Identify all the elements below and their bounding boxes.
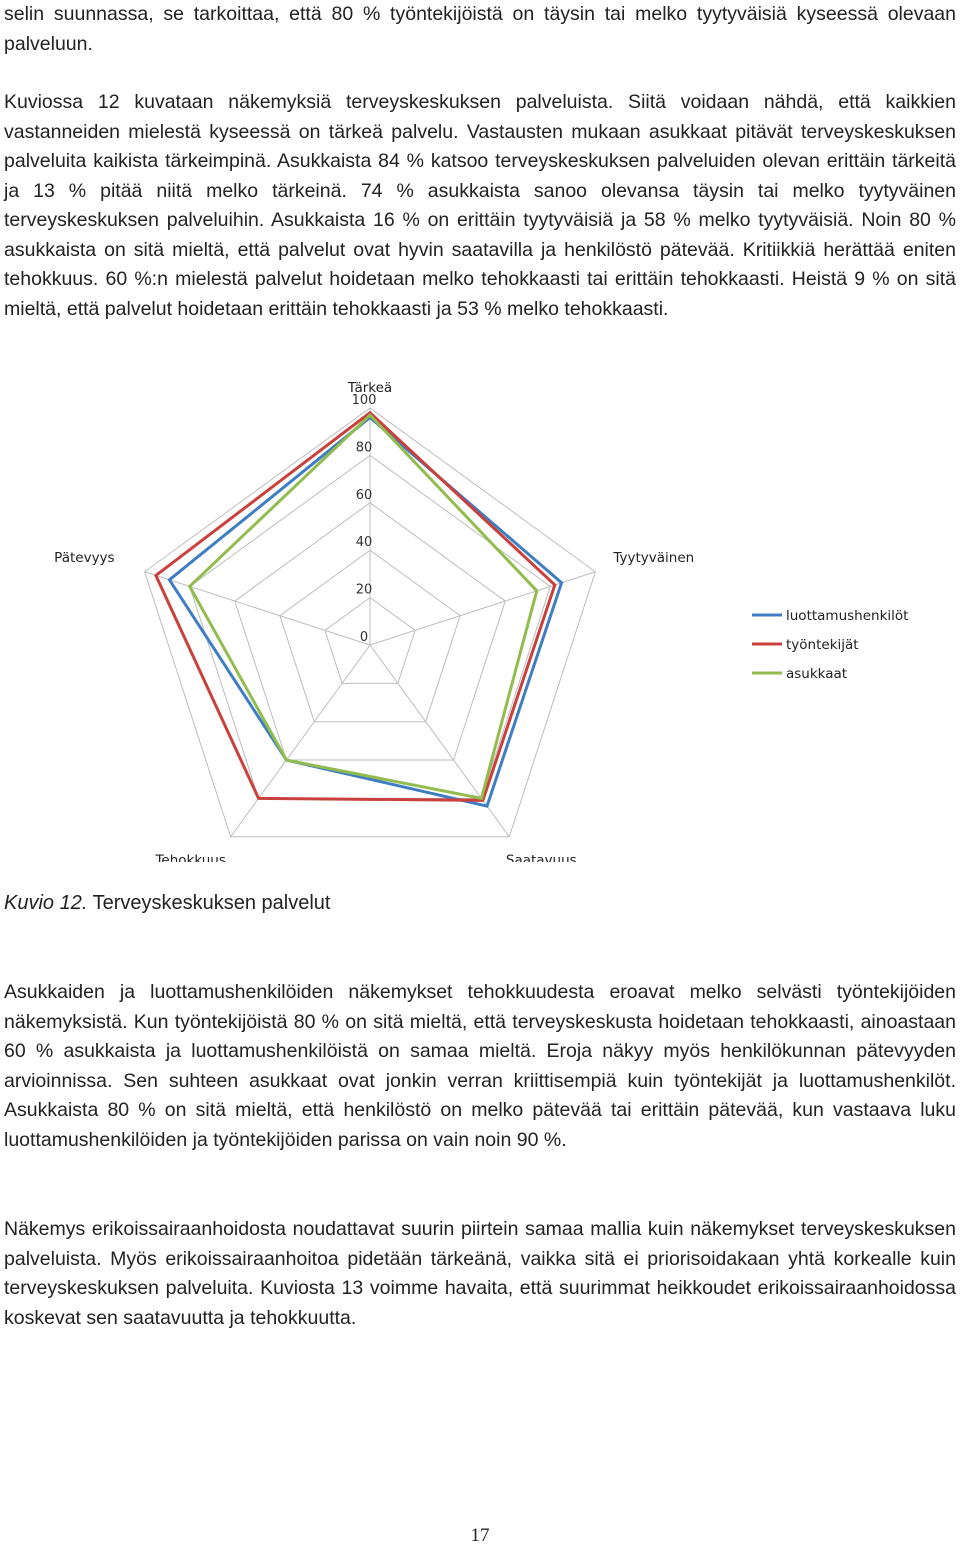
axis-label: Saatavuus (505, 852, 577, 862)
figure-caption (4, 888, 330, 918)
grid-spoke (231, 645, 370, 837)
tick-label: 100 (351, 393, 377, 408)
page-number: 17 (470, 1525, 490, 1546)
figure-caption-number: Kuvio 12. (4, 892, 88, 914)
radar-chart (0, 372, 960, 862)
legend-label: työntekijät (786, 637, 859, 653)
paragraph-text: Asukkaiden ja luottamushenkilöiden näkemykset tehokkuudesta eroavat melko selvästi työntekijöiden näkemyksistä. Kun työntekijöistä 80 % on sitä mieltä, että terveyskeskusta hoidetaan tehokkaasti, ainoastaan 60 % asukkaista ja luottamushenkilöistä on samaa mieltä. Eroja näkyy myös henkilökunnan pätevyyden arvioinnissa. Sen suhteen asukkaat ovat jonkin verran kriittisempiä kuin työntekijät ja luottamushenkilöt. Asukkaista 80 % on sitä mieltä, että henkilöstö on melko pätevää tai erittäin pätevää, kun vastaava luku luottamushenkilöiden ja työntekijöiden parissa on vain noin 90 %. (4, 981, 956, 1151)
tick-label: 80 (355, 440, 373, 456)
paragraph-specialist-care (4, 1215, 956, 1333)
axis-label: Pätevyys (54, 549, 115, 566)
paragraph-text: Näkemys erikoissairaanhoidosta noudattavat suurin piirtein samaa mallia kuin näkemykset terveyskeskuksen palveluista. Myös erikoissairaanhoitoa pidetään tärkeänä, vaikka sitä ei priorisoidakaan yhtä korkealle kuin terveyskeskuksen palveluita. Kuviosta 13 voimme havaita, että suurimmat heikkoudet erikoissairaanhoidossa koskevat sen saatavuutta ja tehokkuutta. (4, 1218, 956, 1329)
grid-spoke (145, 572, 370, 645)
series-line-asukkaat (190, 415, 537, 798)
paragraph-efficiency-views (4, 978, 956, 1155)
paragraph-health-center-summary (4, 88, 956, 324)
tick-label: 0 (359, 630, 369, 645)
legend-label: luottamushenkilöt (786, 608, 909, 624)
tick-label: 40 (355, 535, 373, 551)
radar-chart-figure (0, 372, 960, 862)
grid-spoke (370, 645, 509, 837)
series-line-luottamushenkilöt (169, 417, 561, 806)
axis-label: Tehokkuus (155, 852, 226, 862)
axis-label: Tärkeä (347, 380, 393, 396)
legend-label: asukkaat (786, 666, 848, 682)
paragraph-intro-continued (4, 0, 956, 59)
tick-label: 60 (355, 487, 373, 503)
paragraph-text: selin suunnassa, se tarkoittaa, että 80 % työntekijöistä on täysin tai melko tyytyväisiä kyseessä olevaan palveluun. (4, 3, 956, 55)
paragraph-text: Kuviossa 12 kuvataan näkemyksiä terveyskeskuksen palveluista. Siitä voidaan nähdä, että kaikkien vastanneiden mielestä kyseessä on tärkeä palvelu. Vastausten mukaan asukkaat pitävät terveyskeskuksen palveluita kaikista tärkeimpinä. Asukkaista 84 % katsoo terveyskeskuksen palveluiden olevan erittäin tärkeitä ja 13 % pitää niitä melko tärkeinä. 74 % asukkaista sanoo olevansa täysin tai melko tyytyväinen terveyskeskuksen palveluihin. Asukkaista 16 % on erittäin tyytyväisiä ja 58 % melko tyytyväisiä. Noin 80 % asukkaista on sitä mieltä, että palvelut ovat hyvin saatavilla ja henkilöstö pätevää. Kritiikkiä herättää eniten tehokkuus. 60 %:n mielestä palvelut hoidetaan melko tehokkaasti tai erittäin tehokkaasti. Heistä 9 % on sitä mieltä, että palvelut hoidetaan erittäin tehokkaasti ja 53 % melko tehokkaasti. (4, 91, 956, 320)
figure-caption-text: Terveyskeskuksen palvelut (87, 892, 331, 914)
tick-label: 20 (355, 582, 373, 598)
axis-label: Tyytyväinen (613, 549, 695, 566)
